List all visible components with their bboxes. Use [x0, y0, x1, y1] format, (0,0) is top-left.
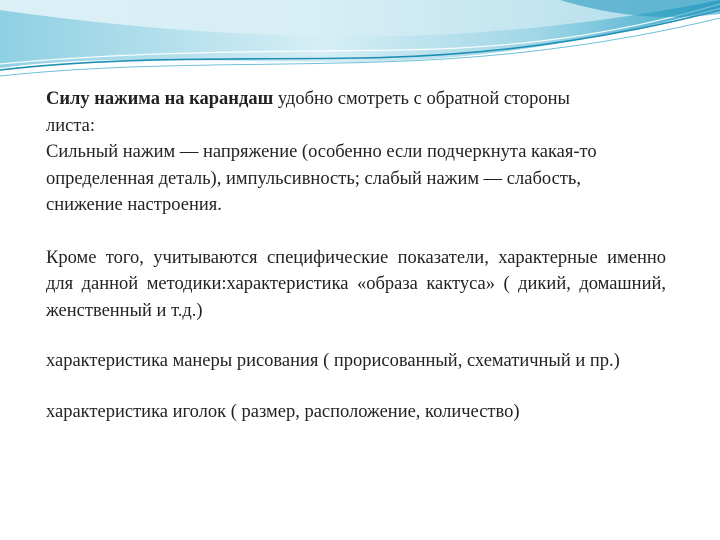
paragraph-pressure-detail: Сильный нажим — напряжение (особенно если подчеркнута какая-то определенная деталь), импульсивность; слабый нажим — слабость, снижение настроения.: [46, 142, 597, 215]
paragraph-drawing-manner: характеристика манеры рисования ( прорисованный, схематичный и пр.): [46, 351, 620, 371]
paragraph-needles: характеристика иголок ( размер, расположение, количество): [46, 401, 520, 422]
wave-decoration: [0, 0, 720, 90]
paragraph-pressure-rest: удобно смотреть с обратной стороны листа:: [46, 89, 570, 136]
paragraph-indicators: Кроме того, учитываются специфические показатели, характерные именно для данной методики:характеристика «образа кактуса» ( дикий, домашний, женственный и т.д.): [46, 247, 666, 321]
paragraph-pressure: [46, 86, 606, 219]
paragraph-pressure-lead: Силу нажима на карандаш: [46, 89, 274, 109]
slide-content: [46, 86, 666, 425]
